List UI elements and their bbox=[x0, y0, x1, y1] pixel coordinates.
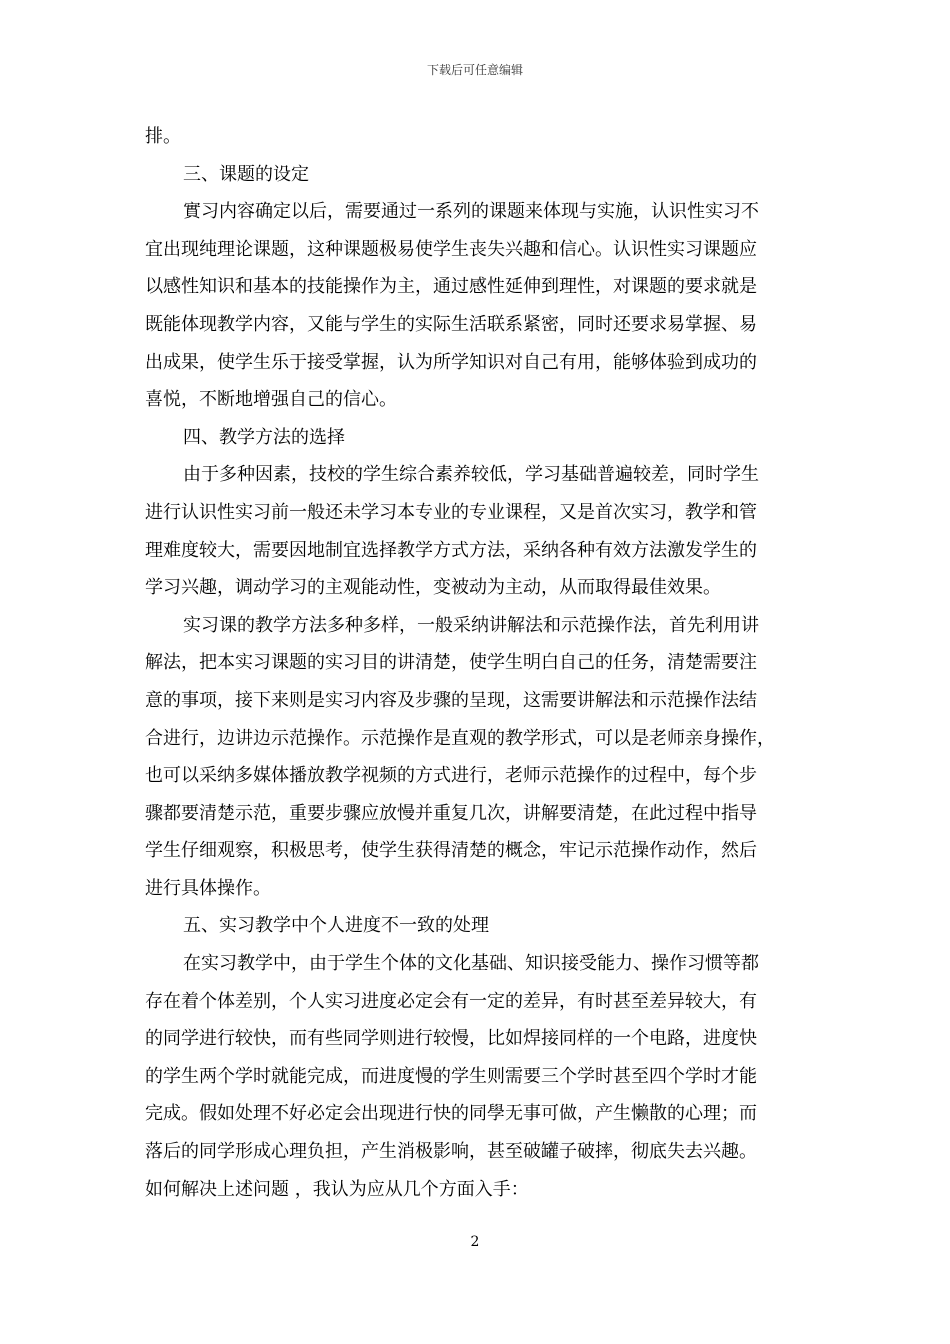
paragraph-line: 完成。假如处理不好必定会出现进行快的同學无事可做，产生懒散的心理；而 bbox=[145, 1103, 757, 1125]
paragraph-line: 解法，把本实习课题的实习目的讲清楚，使学生明白自己的任务，清楚需要注 bbox=[145, 652, 757, 674]
paragraph-line: 宜出现纯理论课题，这种课题极易使学生丧失兴趣和信心。认识性实习课题应 bbox=[145, 238, 757, 260]
paragraph-line: 进行具体操作。 bbox=[145, 877, 271, 899]
paragraph-line: 的学生两个学时就能完成，而进度慢的学生则需要三个学时甚至四个学时才能 bbox=[145, 1065, 757, 1087]
paragraph-line: 合进行，边讲边示范操作。示范操作是直观的教学形式，可以是老师亲身操作， bbox=[145, 727, 775, 749]
page-header: 下载后可任意编辑 bbox=[426, 63, 523, 77]
section-heading: 五、实习教学中个人进度不一致的处理 bbox=[183, 915, 489, 937]
paragraph-line: 出成果，使学生乐于接受掌握，认为所学知识对自己有用，能够体验到成功的 bbox=[145, 351, 757, 373]
paragraph-line: 如何解决上述问题 ，我认为应从几个方面入手： bbox=[145, 1178, 529, 1200]
paragraph-line: 在实习教学中，由于学生个体的文化基础、知识接受能力、操作习惯等都 bbox=[183, 953, 759, 975]
page-number: 2 bbox=[470, 1234, 480, 1250]
paragraph-line: 也可以采纳多媒体播放教学视频的方式进行，老师示范操作的过程中，每个步 bbox=[145, 765, 757, 787]
paragraph-line: 学习兴趣，调动学习的主观能动性，变被动为主动，从而取得最佳效果。 bbox=[145, 577, 721, 599]
document-body bbox=[145, 118, 817, 1208]
paragraph-line: 意的事项，接下来则是实习内容及步骤的呈现，这需要讲解法和示范操作法结 bbox=[145, 689, 757, 711]
paragraph-line: 排。 bbox=[145, 126, 181, 147]
paragraph-line: 学生仔细观察，积极思考，使学生获得清楚的概念，牢记示范操作动作，然后 bbox=[145, 840, 757, 862]
paragraph-line: 的同学进行较快，而有些同学则进行较慢，比如焊接同样的一个电路，进度快 bbox=[145, 1028, 757, 1050]
paragraph-line: 实习课的教学方法多种多样，一般采纳讲解法和示范操作法，首先利用讲 bbox=[183, 614, 759, 636]
paragraph-line: 由于多种因素，技校的学生综合素养较低，学习基础普遍较差，同时学生 bbox=[183, 464, 759, 486]
paragraph-line: 落后的同学形成心理负担，产生消极影响，甚至破罐子破摔，彻底失去兴趣。 bbox=[145, 1141, 757, 1163]
paragraph-line: 理难度较大，需要因地制宜选择教学方式方法，采纳各种有效方法激发学生的 bbox=[145, 539, 757, 561]
paragraph-line: 骤都要清楚示范，重要步骤应放慢并重复几次，讲解要清楚，在此过程中指导 bbox=[145, 802, 757, 824]
paragraph-line: 以感性知识和基本的技能操作为主，通过感性延伸到理性，对课题的要求就是 bbox=[145, 276, 757, 298]
paragraph-line: 存在着个体差别，个人实习进度必定会有一定的差异，有时甚至差异较大，有 bbox=[145, 990, 757, 1012]
paragraph-line: 既能体现教学内容，又能与学生的实际生活联系紧密，同时还要求易掌握、易 bbox=[145, 313, 757, 335]
section-heading: 三、课题的设定 bbox=[183, 163, 309, 185]
paragraph-line: 进行认识性实习前一般还未学习本专业的专业课程，又是首次实习，教学和管 bbox=[145, 501, 757, 523]
section-heading: 四、教学方法的选择 bbox=[183, 426, 345, 448]
paragraph-line: 實习内容确定以后，需要通过一系列的课题来体现与实施，认识性实习不 bbox=[183, 201, 759, 223]
paragraph-line: 喜悦，不断地增强自己的信心。 bbox=[145, 389, 397, 411]
